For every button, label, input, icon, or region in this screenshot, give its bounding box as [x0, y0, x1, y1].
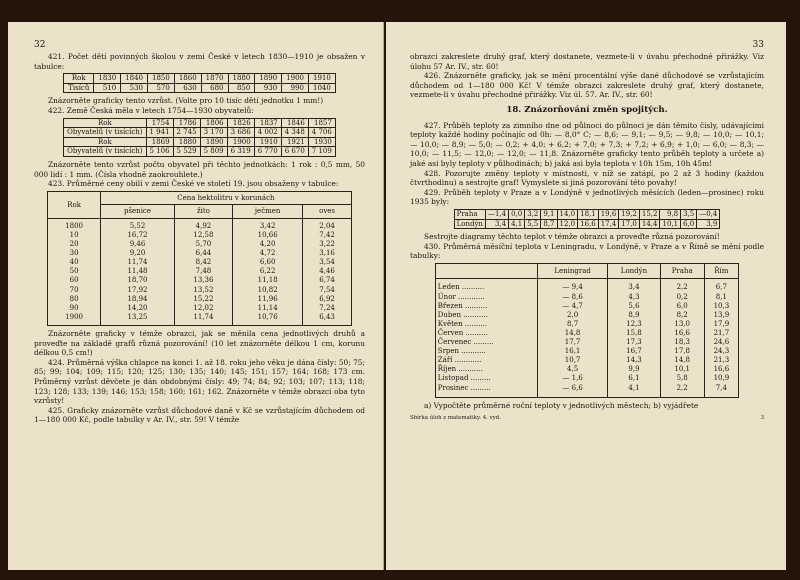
- table-cell: 3,4: [485, 219, 508, 229]
- exercise-426-text: 426. Znázorněte graficky, jak se mění procentální výše dané důchodové se vzrůstajícím důchodem od 1—180 000 Kč! V témže obrazci zakreslete druhý graf, který dostanete, vezmete-li v úvahu přechodné přirážky. Viz úl. 57. Ar. IV., str. 60!: [410, 71, 764, 100]
- table-row-label: Praha: [454, 209, 485, 219]
- table-cell: 1857: [308, 118, 335, 128]
- column-header-year: Rok: [48, 191, 101, 218]
- exercise-422-intro: 422. Země Česká měla v letech 1754—1930 obyvatelů:: [48, 105, 254, 115]
- exercise-421-text: Znázorněte graficky tento vzrůst. (Volte pro 10 tisíc dětí jednotku 1 mm!): [48, 96, 324, 106]
- table-cell: 0,0: [509, 209, 525, 219]
- table-cell: 9,8: [660, 209, 681, 219]
- exercise-425-continuation: obrazci zakreslete druhý graf, který dostanete, vezmete-li v úvahu přechodné přirážky. Viz úlohu 57 Ar. IV., str. 60!: [410, 52, 764, 71]
- table-row: [64, 83, 336, 93]
- table-cell: 3,5: [681, 209, 697, 219]
- table-row: [64, 137, 336, 147]
- london-column: 3,4 4,3 5,6 8,9 12,3 15,8 17,3 16,7 14,3 9,9 6,1 4,1: [608, 279, 661, 397]
- table-cell: 1870: [201, 74, 228, 84]
- table-cell: 5 106: [146, 147, 173, 157]
- table-cell: 1910: [254, 137, 281, 147]
- table-cell: 570: [148, 83, 175, 93]
- table-row: [64, 128, 336, 138]
- column-header: žito: [175, 205, 233, 219]
- table-cell: 1826: [227, 118, 254, 128]
- table-cell: 17,4: [598, 219, 619, 229]
- leningrad-column: — 9,4 — 8,6 — 4,7 2,0 8,7 14,8 17,7 16,1 10,7 4,5 — 1,6 — 6,6: [538, 279, 608, 397]
- table-cell: 10,1: [660, 219, 681, 229]
- exercise-424-text: 424. Průměrná výška chlapce na konci 1. až 18. roku jeho věku je dána čísly: 50; 75; 85; 99; 104; 109; 115; 120; 125; 130; 135; 140; 145; 151; 157; 164; 168; 173 cm. Průměrný vzrůst děvčete je dán obdobnými čísly: 49; 74; 84; 92; 103; 107; 113; 118; 123; 128; 133; 139; 146; 153; 158; 160; 161; 162. Znázorněte v témže obrazci oba tyto vzrůsty!: [34, 357, 365, 406]
- column-header: pšenice: [100, 205, 174, 219]
- page-number: 32: [34, 40, 46, 50]
- table-cell: 18,1: [578, 209, 599, 219]
- table-cell: 850: [228, 83, 255, 93]
- prague-column: 2,2 0,2 6,0 8,2 13,0 16,6 18,3 17,8 14,8 10,1 5,8 2,2: [660, 279, 704, 397]
- column-group-header: Cena hektolitru v korunách: [100, 191, 351, 205]
- table-row-label: Tisíců: [64, 83, 94, 93]
- column-header: oves: [303, 205, 351, 219]
- table-cell: 1840: [121, 74, 148, 84]
- table-cell: 1754: [146, 118, 173, 128]
- column-header: [435, 263, 537, 279]
- table-cell: 6,0: [681, 219, 697, 229]
- table-cell: 2 745: [173, 128, 200, 138]
- page-footer: [410, 414, 764, 424]
- table-cell: 1880: [228, 74, 255, 84]
- table-cell: 3,2: [525, 209, 541, 219]
- right-page: [386, 22, 786, 570]
- table-cell: 5 809: [200, 147, 227, 157]
- table-cell: 8,7: [541, 219, 557, 229]
- table-cell: 16,6: [578, 219, 599, 229]
- table-cell: 1846: [281, 118, 308, 128]
- rome-column: 6,7 8,1 10,3 13,9 17,9 21,7 24,6 24,3 21,3 16,6 10,9 7,4: [704, 279, 739, 397]
- table-cell: 3 686: [227, 128, 254, 138]
- table-cell: 6 670: [281, 147, 308, 157]
- table-row-label: Obyvatelů (v tisících): [64, 128, 146, 138]
- table-cell: 19,2: [619, 209, 640, 219]
- table-row-label: Obyvatelů (v tisících): [64, 147, 146, 157]
- table-cell: 4 706: [308, 128, 335, 138]
- table-cell: 510: [94, 83, 121, 93]
- table-430: [435, 263, 739, 398]
- table-cell: —1,4: [485, 209, 508, 219]
- table-row-label: Rok: [64, 118, 146, 128]
- exercise-425-text: 425. Graficky znázorněte vzrůst důchodové daně v Kč se vzrůstajícím důchodem od 1—180 000 Kč, podle tabulky v Ar. IV., str. 59! V témže: [34, 405, 365, 425]
- table-header-row: [435, 263, 738, 279]
- table-cell: 1890: [200, 137, 227, 147]
- rye-price-column: 4,92 12,58 5,70 6,44 8,42 7,48 13,36 13,52 15,22 12,02 11,74: [175, 218, 233, 325]
- left-page: [8, 22, 384, 570]
- table-row: [64, 118, 336, 128]
- table-cell: 1040: [308, 83, 335, 93]
- table-cell: 14,4: [639, 219, 660, 229]
- table-cell: 1806: [200, 118, 227, 128]
- table-cell: 14,0: [557, 209, 578, 219]
- exercise-430-intro: 430. Průměrná měsíční teplota v Leningradu, v Londýně, v Praze a v Římě se mění podle tabulky:: [410, 241, 764, 261]
- table-cell: 15,2: [639, 209, 660, 219]
- exercise-428-text: 428. Pozorujte změny teploty v místnosti, v níž se zatápí, po 2 až 3 hodiny (každou čtvrthodinu) a sestrojte graf! Vymyslete si jiná pozorování této povahy!: [410, 168, 764, 188]
- table-cell: 17,0: [619, 219, 640, 229]
- table-421: [63, 73, 336, 93]
- table-422: [63, 118, 336, 157]
- column-header: Leningrad: [538, 263, 608, 279]
- table-cell: 7 109: [308, 147, 335, 157]
- table-row: [48, 218, 352, 325]
- table-cell: 1786: [173, 118, 200, 128]
- table-cell: 3,9: [697, 219, 720, 229]
- table-cell: 530: [121, 83, 148, 93]
- table-cell: 3 170: [200, 128, 227, 138]
- page-number: 33: [752, 40, 764, 50]
- exercise-429-text: Sestrojte diagramy těchto teplot v témže obrazci a proveďte různá pozorování!: [424, 232, 720, 242]
- table-cell: 1900: [227, 137, 254, 147]
- exercise-427-text: 427. Průběh teploty za zimního dne od půlnoci do půlnoci je dán těmito čísly, udávajícími teploty každé hodiny počínajíc od 0h: — 8,0° C; — 8,6; — 9,1; — 9,5; — 9,8; — 10,0; — 10,1; — 10,0; — 8,9; — 5,0; — 0,2; + 4,0; + 6,2; + 7,0; + 7,3; + 7,2; + 6,9; + 1,0; — 6,0; — 8,3; — 10,0; — 11,5; — 12,0; — 12,0; — 11,8. Znázorněte graficky tento průběh teploty a určete a) jaké asi byly teploty v půlhodinách; b) jaká asi byla teplota v 10h 15m, 10h 45m!: [410, 120, 764, 168]
- table-row: [64, 74, 336, 84]
- exercise-430-text: a) Vypočtěte průměrné roční teploty v jednotlivých městech; b) vyjádřete: [424, 400, 699, 410]
- table-cell: 1900: [282, 74, 309, 84]
- exercise-423-intro: 423. Průměrné ceny obilí v zemi České ve století 19. jsou obsaženy v tabulce:: [48, 179, 339, 189]
- exercise-423-text: Znázorněte graficky v témže obrazci, jak se měnila cena jednotlivých druhů a proveďte na základě grafů různá pozorování! (10 let znázorněte délkou 1 cm, korunu délkou 0,5 cm!): [34, 328, 365, 358]
- table-cell: 1930: [308, 137, 335, 147]
- table-row: [454, 219, 720, 229]
- table-cell: 1850: [148, 74, 175, 84]
- table-cell: 1860: [174, 74, 201, 84]
- exercise-429-intro: 429. Průběh teploty v Praze a v Londýně v jednotlivých měsících (leden—prosinec) roku 1935 byly:: [410, 187, 764, 207]
- barley-price-column: 3,42 10,66 4,20 4,72 6,60 6,22 11,18 10,82 11,96 11,14 10,76: [232, 218, 303, 325]
- column-header: Praha: [660, 263, 704, 279]
- table-cell: 1880: [173, 137, 200, 147]
- table-cell: 1830: [94, 74, 121, 84]
- year-column: 1800 10 20 30 40 50 60 70 80 90 1900: [48, 218, 101, 325]
- footer-signature: 3: [760, 415, 764, 422]
- table-cell: 9,1: [541, 209, 557, 219]
- table-423: [47, 191, 352, 326]
- table-row-label: Rok: [64, 74, 94, 84]
- table-cell: 4 348: [281, 128, 308, 138]
- table-cell: 990: [282, 83, 309, 93]
- column-header: Řím: [704, 263, 739, 279]
- column-header: Londýn: [608, 263, 661, 279]
- table-cell: 680: [201, 83, 228, 93]
- table-cell: 19,6: [598, 209, 619, 219]
- table-row-label: Rok: [64, 137, 146, 147]
- exercise-422-text: Znázorněte tento vzrůst počtu obyvatel při těchto jednotkách: 1 rok : 0,5 mm, 50 000 lidí : 1 mm. (Čísla vhodně zaokrouhlete.): [34, 159, 365, 179]
- table-row: [64, 147, 336, 157]
- table-cell: 1837: [254, 118, 281, 128]
- table-row: [435, 279, 738, 397]
- table-cell: 6 770: [254, 147, 281, 157]
- table-cell: 1910: [308, 74, 335, 84]
- table-cell: 12,0: [557, 219, 578, 229]
- month-column: Leden .......... Únor ............ Březen .......... Duben ........... Květen .......... Červen .......... Červenec ......... Srpen ........... Září ............ Říjen ........... Listopad ......... Prosinec .........: [435, 279, 537, 397]
- table-cell: 1 941: [146, 128, 173, 138]
- table-header-row: [48, 191, 352, 205]
- table-429: [454, 209, 721, 229]
- table-cell: 930: [255, 83, 282, 93]
- table-cell: 1890: [255, 74, 282, 84]
- table-cell: 6 319: [227, 147, 254, 157]
- table-cell: 5,5: [525, 219, 541, 229]
- table-cell: 5 529: [173, 147, 200, 157]
- oats-price-column: 2,04 7,42 3,22 3,16 3,54 4,46 6,74 7,54 6,92 7,24 6,43: [303, 218, 351, 325]
- section-heading: 18. Znázorňování změn spojitých.: [506, 104, 668, 115]
- footer-book-title: Sbírka úloh z matematiky. 4. vyd.: [410, 415, 501, 422]
- table-cell: 4 002: [254, 128, 281, 138]
- table-cell: 1869: [146, 137, 173, 147]
- table-cell: —0,4: [697, 209, 720, 219]
- wheat-price-column: 5,52 16,72 9,46 9,20 11,74 11,48 18,70 17,92 18,94 14,20 13,25: [100, 218, 174, 325]
- table-cell: 4,1: [509, 219, 525, 229]
- table-cell: 1921: [281, 137, 308, 147]
- table-row: [454, 209, 720, 219]
- exercise-421-intro: 421. Počet dětí povinných školou v zemi České v letech 1830—1910 je obsažen v tabulce:: [34, 52, 365, 71]
- table-row-label: Londýn: [454, 219, 485, 229]
- table-cell: 630: [174, 83, 201, 93]
- column-header: ječmen: [232, 205, 303, 219]
